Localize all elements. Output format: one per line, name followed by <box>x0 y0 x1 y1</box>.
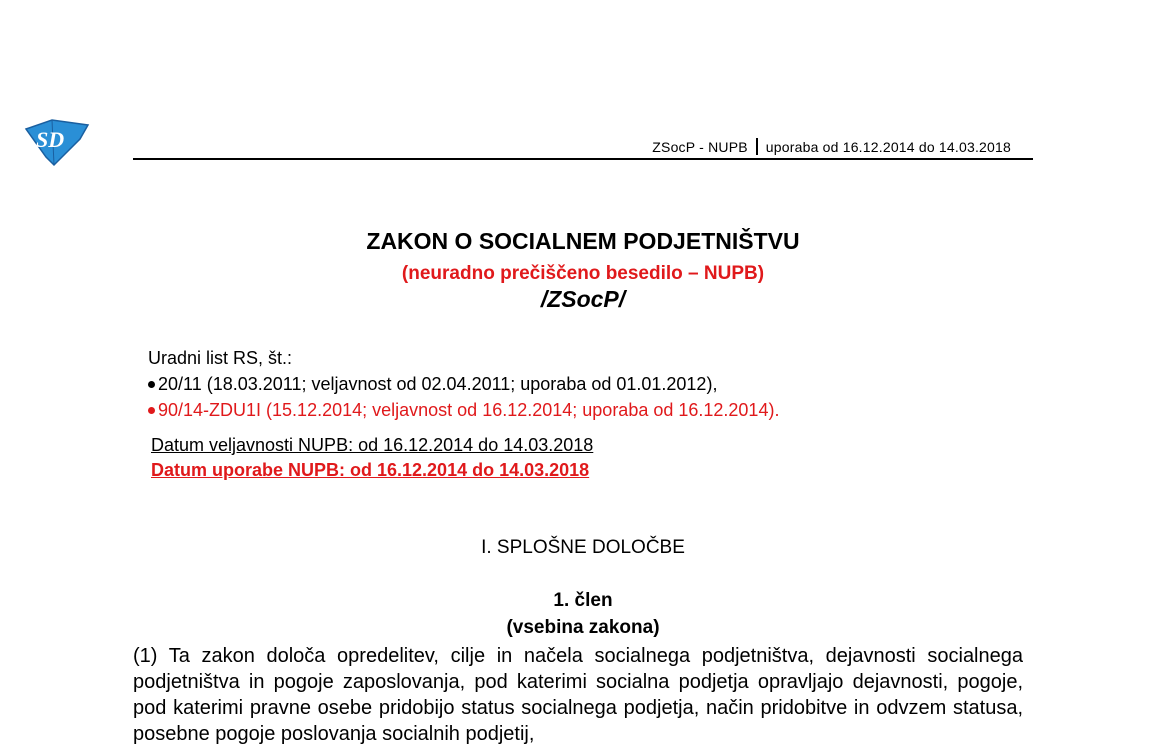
gazette-item-text: 90/14-ZDU1I (15.12.2014; veljavnost od 16.12.2014; uporaba od 16.12.2014). <box>158 400 780 420</box>
header-doc-code: ZSocP - NUPB <box>652 138 748 155</box>
page-header <box>133 136 1033 160</box>
document-subtitle: (neuradno prečiščeno besedilo – NUPB) <box>401 263 765 284</box>
gazette-item <box>148 397 779 423</box>
section-heading: I. SPLOŠNE DOLOČBE <box>481 537 685 558</box>
article-body: (1) Ta zakon določa opredelitev, cilje in načela socialnega podjetništva, dejavnosti socialnega podjetništva in pogoje zaposlovanja, pod katerimi socialna podjetja opravljajo dejavnosti, pogoje, pod katerimi pravne osebe pridobijo status socialnega podjetja, način pridobitve in odvzem statusa, posebne pogoje poslovanja socialnih podjetij, <box>133 645 1023 745</box>
bullet-icon <box>148 407 155 414</box>
header-text <box>652 138 1011 155</box>
article-number: 1. člen <box>553 590 613 611</box>
document-abbreviation: /ZSocP/ <box>540 286 626 312</box>
header-usage-period: uporaba od 16.12.2014 do 14.03.2018 <box>765 138 1011 155</box>
article-heading: (vsebina zakona) <box>506 617 660 638</box>
usage-date: Datum uporabe NUPB: od 16.12.2014 do 14.03.2018 <box>151 460 590 480</box>
gazette-item <box>148 371 779 397</box>
gazette-label: Uradni list RS, št.: <box>148 348 293 368</box>
document-title: ZAKON O SOCIALNEM PODJETNIŠTVU <box>366 228 800 254</box>
gazette-references <box>148 345 779 423</box>
gazette-item-text: 20/11 (18.03.2011; veljavnost od 02.04.2011; uporaba od 01.01.2012), <box>158 374 718 394</box>
logo-icon <box>22 117 92 169</box>
header-separator <box>756 138 758 155</box>
svg-text:SD: SD <box>36 127 65 152</box>
validity-date: Datum veljavnosti NUPB: od 16.12.2014 do 14.03.2018 <box>151 435 594 455</box>
bullet-icon <box>148 381 155 388</box>
